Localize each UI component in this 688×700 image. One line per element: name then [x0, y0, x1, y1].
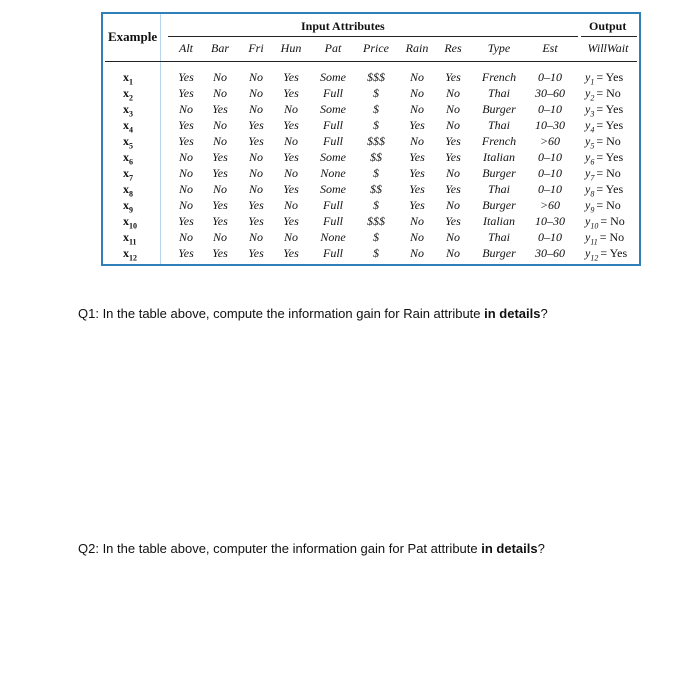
- cell-type: Thai: [487, 118, 510, 132]
- example-id: $x_5$: [123, 134, 133, 151]
- example-id: $x_2$: [123, 86, 133, 103]
- cell-res: No: [445, 102, 460, 116]
- cell-hun: No: [283, 102, 298, 116]
- cell-hun: Yes: [283, 182, 299, 196]
- cell-rain: No: [409, 134, 424, 148]
- column-header-est: Est: [542, 41, 558, 55]
- example-id: $x_8$: [123, 182, 133, 199]
- cell-hun: No: [283, 198, 298, 212]
- cell-est: 10–30: [535, 118, 565, 132]
- cell-fri: No: [248, 150, 263, 164]
- cell-rain: Yes: [409, 150, 425, 164]
- input-attributes-header: Input Attributes: [301, 19, 385, 33]
- cell-price: $$$: [367, 70, 385, 84]
- cell-type: Burger: [482, 166, 516, 180]
- cell-res: No: [445, 246, 460, 260]
- table-row: [103, 101, 639, 117]
- table-row: [103, 245, 639, 261]
- example-id: $x_{12}$: [123, 246, 137, 263]
- cell-est: 0–10: [538, 182, 562, 196]
- cell-res: No: [445, 166, 460, 180]
- cell-bar: No: [212, 86, 227, 100]
- example-id: $x_{11}$: [123, 230, 137, 247]
- cell-alt: Yes: [178, 246, 194, 260]
- cell-est: 0–10: [538, 166, 562, 180]
- cell-hun: No: [283, 166, 298, 180]
- cell-willwait: $y_5 = No$: [585, 134, 621, 151]
- cell-bar: No: [212, 70, 227, 84]
- cell-type: Thai: [487, 182, 510, 196]
- cell-type: Italian: [483, 214, 515, 228]
- cell-willwait: $y_9 = No$: [585, 198, 621, 215]
- cell-alt: No: [178, 102, 193, 116]
- cell-alt: No: [178, 198, 193, 212]
- table-header: [103, 14, 639, 64]
- cell-price: $$: [370, 182, 382, 196]
- example-id: $x_6$: [123, 150, 133, 167]
- cell-rain: No: [409, 86, 424, 100]
- cell-hun: Yes: [283, 214, 299, 228]
- cell-est: >60: [539, 134, 561, 148]
- table-row: [103, 133, 639, 149]
- cell-bar: No: [212, 182, 227, 196]
- cell-est: >60: [539, 198, 561, 212]
- cell-res: Yes: [445, 134, 461, 148]
- cell-rain: Yes: [409, 182, 425, 196]
- column-header-bar: Bar: [211, 41, 229, 55]
- question-1: Q1: In the table above, compute the information gain for Rain attribute in details?: [78, 306, 548, 321]
- cell-pat: Some: [320, 70, 346, 84]
- restaurant-examples-table: [101, 12, 641, 266]
- cell-est: 0–10: [538, 150, 562, 164]
- cell-res: Yes: [445, 150, 461, 164]
- cell-rain: No: [409, 102, 424, 116]
- column-header-pat: Pat: [324, 41, 342, 55]
- cell-fri: Yes: [248, 246, 264, 260]
- table-row: [103, 117, 639, 133]
- cell-fri: Yes: [248, 134, 264, 148]
- cell-hun: Yes: [283, 150, 299, 164]
- cell-bar: No: [212, 134, 227, 148]
- cell-pat: Full: [323, 134, 343, 148]
- cell-alt: Yes: [178, 118, 194, 132]
- table-row: [103, 69, 639, 85]
- cell-bar: Yes: [212, 214, 228, 228]
- cell-price: $: [373, 166, 379, 180]
- cell-res: Yes: [445, 214, 461, 228]
- cell-willwait: $y_{11} = No$: [585, 230, 625, 247]
- cell-type: Thai: [487, 86, 510, 100]
- cell-est: 10–30: [535, 214, 565, 228]
- cell-willwait: $y_4$ = Yes: [585, 118, 624, 135]
- cell-est: 0–10: [538, 230, 562, 244]
- cell-fri: No: [248, 166, 263, 180]
- output-rule: [581, 36, 637, 37]
- cell-pat: Full: [323, 198, 343, 212]
- cell-rain: Yes: [409, 166, 425, 180]
- cell-pat: Full: [323, 86, 343, 100]
- cell-fri: No: [248, 70, 263, 84]
- cell-alt: Yes: [178, 86, 194, 100]
- table-row: [103, 149, 639, 165]
- column-header-willwait: WillWait: [587, 41, 629, 55]
- cell-alt: No: [178, 166, 193, 180]
- cell-pat: Full: [323, 246, 343, 260]
- cell-hun: No: [283, 134, 298, 148]
- table-row: [103, 197, 639, 213]
- cell-pat: Some: [320, 150, 346, 164]
- output-header: Output: [589, 19, 627, 33]
- example-header: Example: [108, 29, 158, 44]
- cell-res: No: [445, 118, 460, 132]
- cell-est: 30–60: [535, 246, 565, 260]
- cell-willwait: $y_8$ = Yes: [585, 182, 624, 199]
- table-row: [103, 85, 639, 101]
- cell-willwait: $y_6$ = Yes: [585, 150, 624, 167]
- cell-rain: Yes: [409, 198, 425, 212]
- cell-bar: Yes: [212, 150, 228, 164]
- cell-willwait: $y_2 = No$: [585, 86, 621, 103]
- cell-rain: No: [409, 70, 424, 84]
- cell-fri: No: [248, 102, 263, 116]
- column-header-fri: Fri: [248, 41, 264, 55]
- cell-bar: Yes: [212, 166, 228, 180]
- cell-hun: Yes: [283, 246, 299, 260]
- cell-price: $$: [370, 150, 382, 164]
- cell-willwait: $y_7 = No$: [585, 166, 621, 183]
- cell-pat: None: [320, 230, 346, 244]
- cell-willwait: $y_3$ = Yes: [585, 102, 624, 119]
- cell-hun: Yes: [283, 86, 299, 100]
- column-header-type: Type: [487, 41, 511, 55]
- cell-fri: No: [248, 230, 263, 244]
- table-row: [103, 181, 639, 197]
- cell-est: 30–60: [535, 86, 565, 100]
- cell-type: French: [481, 70, 517, 84]
- cell-hun: Yes: [283, 70, 299, 84]
- column-header-res: Res: [444, 41, 462, 55]
- cell-willwait: $y_{12}$ = Yes: [585, 246, 628, 263]
- cell-type: Burger: [482, 102, 516, 116]
- cell-price: $: [373, 246, 379, 260]
- cell-type: Burger: [482, 198, 516, 212]
- cell-hun: No: [283, 230, 298, 244]
- cell-alt: Yes: [178, 134, 194, 148]
- cell-pat: Full: [323, 214, 343, 228]
- cell-alt: Yes: [178, 214, 194, 228]
- cell-res: No: [445, 198, 460, 212]
- cell-type: Burger: [482, 246, 516, 260]
- cell-pat: Some: [320, 102, 346, 116]
- example-id: $x_3$: [123, 102, 133, 119]
- cell-price: $: [373, 118, 379, 132]
- cell-est: 0–10: [538, 102, 562, 116]
- table-row: [103, 165, 639, 181]
- cell-res: No: [445, 230, 460, 244]
- cell-price: $$$: [367, 214, 385, 228]
- table-row: [103, 213, 639, 229]
- cell-bar: No: [212, 230, 227, 244]
- example-id: $x_1$: [123, 70, 133, 87]
- example-id: $x_4$: [123, 118, 133, 135]
- cell-price: $: [373, 102, 379, 116]
- cell-alt: No: [178, 182, 193, 196]
- cell-price: $: [373, 230, 379, 244]
- cell-alt: No: [178, 150, 193, 164]
- cell-price: $$$: [367, 134, 385, 148]
- column-header-price: Price: [363, 41, 389, 55]
- cell-res: Yes: [445, 182, 461, 196]
- cell-pat: Full: [323, 118, 343, 132]
- cell-rain: No: [409, 246, 424, 260]
- column-header-alt: Alt: [179, 41, 193, 55]
- cell-pat: Some: [320, 182, 346, 196]
- example-id: $x_7$: [123, 166, 133, 183]
- cell-willwait: $y_{10} = No$: [585, 214, 625, 231]
- question-2: Q2: In the table above, computer the information gain for Pat attribute in details?: [78, 541, 545, 556]
- column-header-hun: Hun: [280, 41, 302, 55]
- cell-bar: Yes: [212, 246, 228, 260]
- cell-type: Thai: [487, 230, 510, 244]
- cell-fri: No: [248, 86, 263, 100]
- cell-fri: No: [248, 182, 263, 196]
- cell-willwait: $y_1$ = Yes: [585, 70, 624, 87]
- cell-type: Italian: [483, 150, 515, 164]
- cell-rain: Yes: [409, 118, 425, 132]
- cell-price: $: [373, 86, 379, 100]
- example-id: $x_9$: [123, 198, 133, 215]
- cell-res: No: [445, 86, 460, 100]
- cell-bar: No: [212, 118, 227, 132]
- cell-price: $: [373, 198, 379, 212]
- cell-res: Yes: [445, 70, 461, 84]
- example-id: $x_{10}$: [123, 214, 137, 231]
- cell-fri: Yes: [248, 118, 264, 132]
- table-row: [103, 229, 639, 245]
- cell-pat: None: [320, 166, 346, 180]
- cell-rain: No: [409, 214, 424, 228]
- header-rule: [105, 61, 637, 62]
- cell-hun: Yes: [283, 118, 299, 132]
- cell-fri: Yes: [248, 214, 264, 228]
- column-header-rain: Rain: [405, 41, 429, 55]
- cell-fri: Yes: [248, 198, 264, 212]
- cell-est: 0–10: [538, 70, 562, 84]
- cell-bar: Yes: [212, 198, 228, 212]
- cell-bar: Yes: [212, 102, 228, 116]
- cell-rain: No: [409, 230, 424, 244]
- cell-alt: Yes: [178, 70, 194, 84]
- cell-type: French: [481, 134, 517, 148]
- cell-alt: No: [178, 230, 193, 244]
- input-attributes-rule: [168, 36, 578, 37]
